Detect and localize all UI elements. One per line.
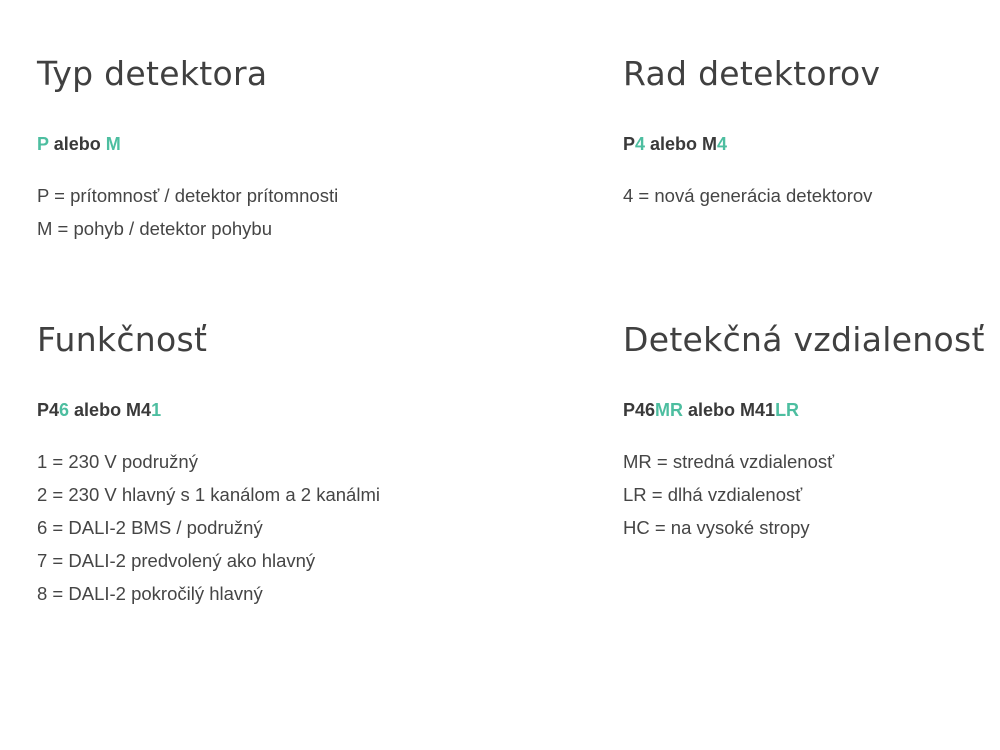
definition-list (37, 179, 417, 245)
code-part-accent: 4 (717, 134, 728, 154)
code-example (37, 398, 417, 422)
code-part: alebo M4 (69, 400, 152, 420)
definition-item: 8 = DALI-2 pokročilý hlavný (37, 583, 263, 604)
code-part: alebo M41 (683, 400, 776, 420)
definition-item: HC = na vysoké stropy (623, 517, 810, 538)
code-part-accent: MR (655, 400, 684, 420)
definition-list (37, 445, 417, 610)
code-example (37, 132, 417, 156)
code-part-accent: LR (775, 400, 800, 420)
section-heading: Funkčnosť (37, 320, 208, 359)
definition-item: M = pohyb / detektor pohybu (37, 218, 272, 239)
definition-item: MR = stredná vzdialenosť (623, 451, 835, 472)
definition-item: P = prítomnosť / detektor prítomnosti (37, 185, 339, 206)
section-detector-type (37, 52, 417, 245)
code-part: P46 (623, 400, 656, 420)
code-part-accent: P (37, 134, 49, 154)
code-part-accent: 4 (635, 134, 646, 154)
section-functionality (37, 318, 417, 610)
definition-list (623, 179, 1000, 212)
section-detection-range (623, 318, 1000, 544)
section-heading: Detekčná vzdialenosť (623, 320, 985, 359)
code-example (623, 132, 1000, 156)
definition-item: 4 = nová generácia detektorov (623, 185, 873, 206)
definition-item: LR = dlhá vzdialenosť (623, 484, 803, 505)
definition-item: 2 = 230 V hlavný s 1 kanálom a 2 kanálmi (37, 484, 380, 505)
code-part: alebo M (645, 134, 718, 154)
code-part: P (623, 134, 636, 154)
definition-item: 7 = DALI-2 predvolený ako hlavný (37, 550, 316, 571)
code-part-accent: 1 (151, 400, 162, 420)
section-detector-series (623, 52, 1000, 212)
code-example (623, 398, 1000, 422)
code-part: alebo (48, 134, 106, 154)
definition-list (623, 445, 1000, 544)
section-heading: Rad detektorov (623, 54, 881, 93)
definition-item: 6 = DALI-2 BMS / podružný (37, 517, 263, 538)
code-part: P4 (37, 400, 60, 420)
section-heading: Typ detektora (37, 54, 268, 93)
definition-item: 1 = 230 V podružný (37, 451, 198, 472)
code-part-accent: M (105, 134, 121, 154)
code-part-accent: 6 (59, 400, 70, 420)
